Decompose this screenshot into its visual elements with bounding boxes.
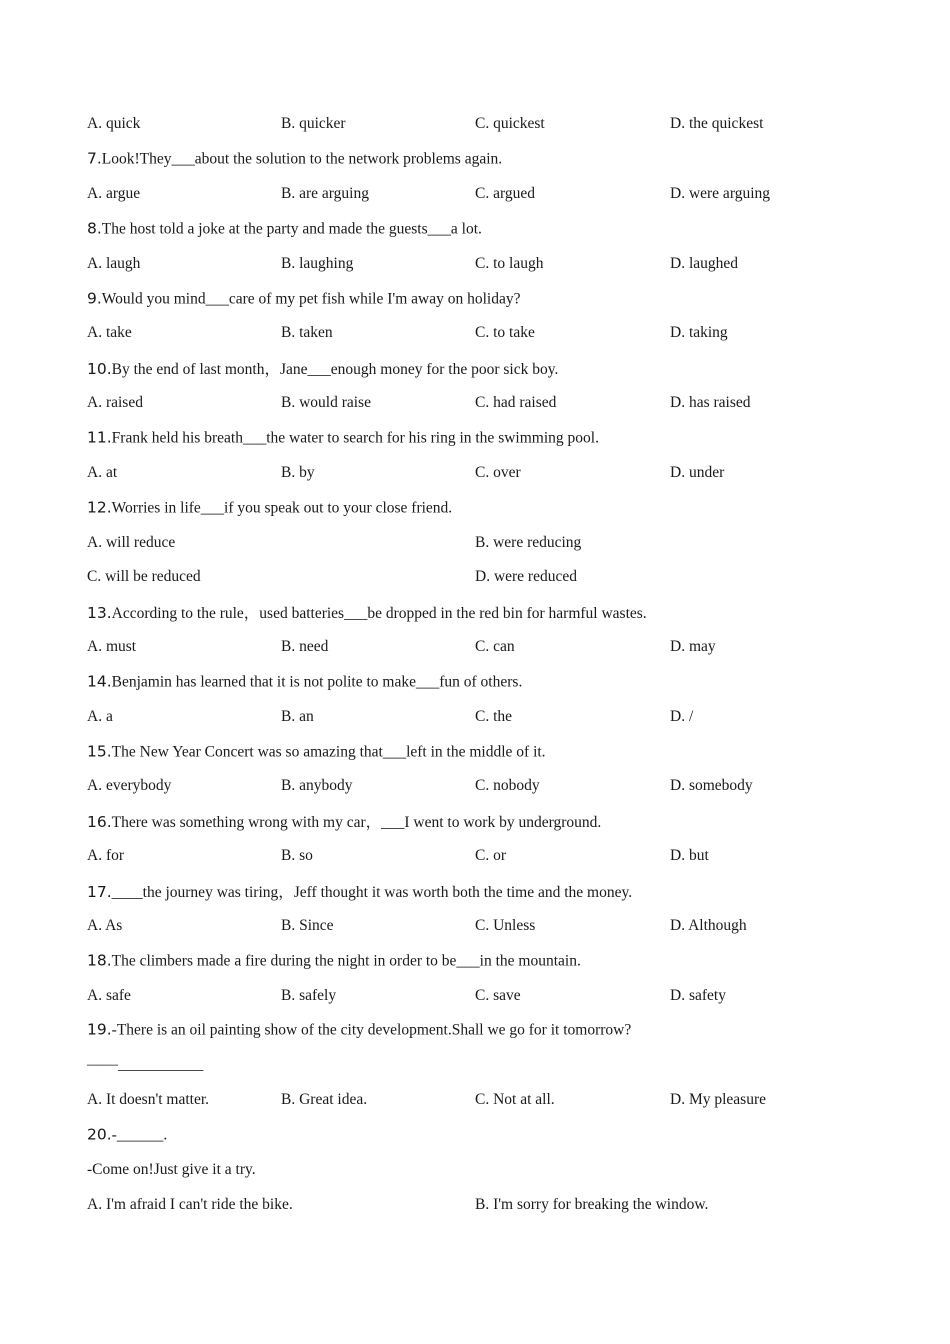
option-b: B. would raise <box>281 394 371 412</box>
question-number: 13. <box>87 604 112 623</box>
option-c: C. had raised <box>475 394 557 412</box>
option-a: A. safe <box>87 986 131 1004</box>
question-text: -______. <box>111 1126 168 1144</box>
exam-page <box>87 107 877 1222</box>
question-text: The New Year Concert was so amazing that___left in the middle of it. <box>111 743 546 761</box>
option-a: A. everybody <box>87 777 172 795</box>
option-a: A. raised <box>87 394 143 412</box>
option-b: B. by <box>281 463 315 481</box>
option-a: A. quick <box>87 115 141 133</box>
option-b: B. Great idea. <box>281 1091 368 1109</box>
option-row <box>87 699 877 734</box>
option-row <box>87 769 877 804</box>
option-row <box>87 908 877 943</box>
question-number: 20. <box>87 1125 112 1144</box>
option-a: A. must <box>87 638 137 656</box>
question-stem <box>87 874 877 909</box>
option-b: B. anybody <box>281 777 353 795</box>
option-b: B. are arguing <box>281 185 369 203</box>
question-number: 17. <box>87 882 112 901</box>
question-number: 7. <box>87 149 102 168</box>
question-number: 14. <box>87 672 112 691</box>
option-b: B. taken <box>281 324 333 342</box>
option-b: B. laughing <box>281 254 354 272</box>
option-row <box>87 107 877 142</box>
question-number: 19. <box>87 1020 112 1039</box>
option-d: D. the quickest <box>670 115 764 133</box>
question-stem <box>87 734 877 769</box>
question-text: The climbers made a fire during the night in order to be___in the mountain. <box>111 952 581 970</box>
option-c: C. to laugh <box>475 254 544 272</box>
option-row <box>87 630 877 665</box>
option-d: D. were reduced <box>475 568 577 586</box>
question-text: The host told a joke at the party and made the guests___a lot. <box>101 220 482 238</box>
option-row <box>87 1187 877 1222</box>
option-b: B. I'm sorry for breaking the window. <box>475 1195 709 1213</box>
reply-blank: ——___________ <box>87 1056 204 1074</box>
option-row <box>87 316 877 351</box>
question-text: There was something wrong with my car，___I went to work by underground. <box>111 814 602 832</box>
question-number: 15. <box>87 742 112 761</box>
option-a: A. argue <box>87 185 141 203</box>
option-c: C. quickest <box>475 115 545 133</box>
option-d: D. laughed <box>670 254 739 272</box>
option-row <box>87 525 877 560</box>
option-a: A. a <box>87 707 113 725</box>
option-row <box>87 455 877 490</box>
option-d: D. under <box>670 463 725 481</box>
option-b: B. quicker <box>281 115 346 133</box>
option-c: C. nobody <box>475 777 540 795</box>
option-c: C. Unless <box>475 916 536 934</box>
question-text: Look!They___about the solution to the network problems again. <box>101 150 503 168</box>
option-d: D. has raised <box>670 394 751 412</box>
option-row <box>87 839 877 874</box>
question-stem <box>87 490 877 525</box>
question-text: Benjamin has learned that it is not polite to make___fun of others. <box>111 673 523 691</box>
option-b: B. were reducing <box>475 533 582 551</box>
question-text: Would you mind___care of my pet fish while I'm away on holiday? <box>101 290 521 308</box>
option-b: B. so <box>281 847 313 865</box>
option-c: C. can <box>475 638 515 656</box>
option-c: C. argued <box>475 185 535 203</box>
question-stem <box>87 665 877 700</box>
option-b: B. need <box>281 638 329 656</box>
question-stem <box>87 281 877 316</box>
question-stem <box>87 1013 877 1048</box>
question-number: 10. <box>87 360 112 379</box>
option-d: D. taking <box>670 324 728 342</box>
option-c: C. Not at all. <box>475 1091 555 1109</box>
option-d: D. somebody <box>670 777 753 795</box>
option-d: D. Although <box>670 916 747 934</box>
option-b: B. Since <box>281 916 334 934</box>
option-d: D. / <box>670 707 694 725</box>
option-a: A. laugh <box>87 254 141 272</box>
dialogue-reply <box>87 1152 877 1187</box>
question-text: -There is an oil painting show of the city development.Shall we go for it tomorrow? <box>111 1021 632 1039</box>
option-a: A. at <box>87 463 118 481</box>
question-text: Frank held his breath___the water to search for his ring in the swimming pool. <box>111 429 599 447</box>
option-d: D. were arguing <box>670 185 771 203</box>
question-stem <box>87 421 877 456</box>
question-stem <box>87 804 877 839</box>
option-a: A. I'm afraid I can't ride the bike. <box>87 1195 293 1213</box>
option-row <box>87 246 877 281</box>
option-row <box>87 560 877 595</box>
question-stem <box>87 943 877 978</box>
question-stem <box>87 1117 877 1152</box>
option-a: A. It doesn't matter. <box>87 1091 210 1109</box>
question-number: 11. <box>87 428 112 447</box>
question-number: 18. <box>87 951 112 970</box>
question-text: By the end of last month，Jane___enough money for the poor sick boy. <box>111 361 559 379</box>
option-c: C. save <box>475 986 521 1004</box>
question-text: ____the journey was tiring，Jeff thought it was worth both the time and the money. <box>111 883 633 901</box>
option-d: D. may <box>670 638 716 656</box>
option-b: B. an <box>281 707 314 725</box>
reply-text: -Come on!Just give it a try. <box>87 1160 256 1178</box>
option-d: D. safety <box>670 986 726 1004</box>
option-d: D. My pleasure <box>670 1091 766 1109</box>
question-number: 16. <box>87 813 112 832</box>
question-text: Worries in life___if you speak out to your close friend. <box>111 499 453 517</box>
question-text: According to the rule，used batteries___be dropped in the red bin for harmful wastes. <box>111 605 647 623</box>
question-stem <box>87 212 877 247</box>
option-row <box>87 386 877 421</box>
option-a: A. will reduce <box>87 533 176 551</box>
option-row <box>87 978 877 1013</box>
option-d: D. but <box>670 847 709 865</box>
option-c: C. over <box>475 463 521 481</box>
option-row <box>87 1083 877 1118</box>
option-c: C. will be reduced <box>87 568 201 586</box>
question-number: 8. <box>87 219 102 238</box>
option-a: A. As <box>87 916 123 934</box>
option-c: C. or <box>475 847 506 865</box>
question-stem <box>87 142 877 177</box>
question-stem <box>87 351 877 386</box>
option-row <box>87 177 877 212</box>
option-c: C. to take <box>475 324 535 342</box>
option-b: B. safely <box>281 986 337 1004</box>
option-c: C. the <box>475 707 513 725</box>
question-number: 9. <box>87 289 102 308</box>
question-stem <box>87 595 877 630</box>
question-number: 12. <box>87 498 112 517</box>
option-a: A. for <box>87 847 125 865</box>
option-a: A. take <box>87 324 132 342</box>
dialogue-reply <box>87 1048 877 1083</box>
